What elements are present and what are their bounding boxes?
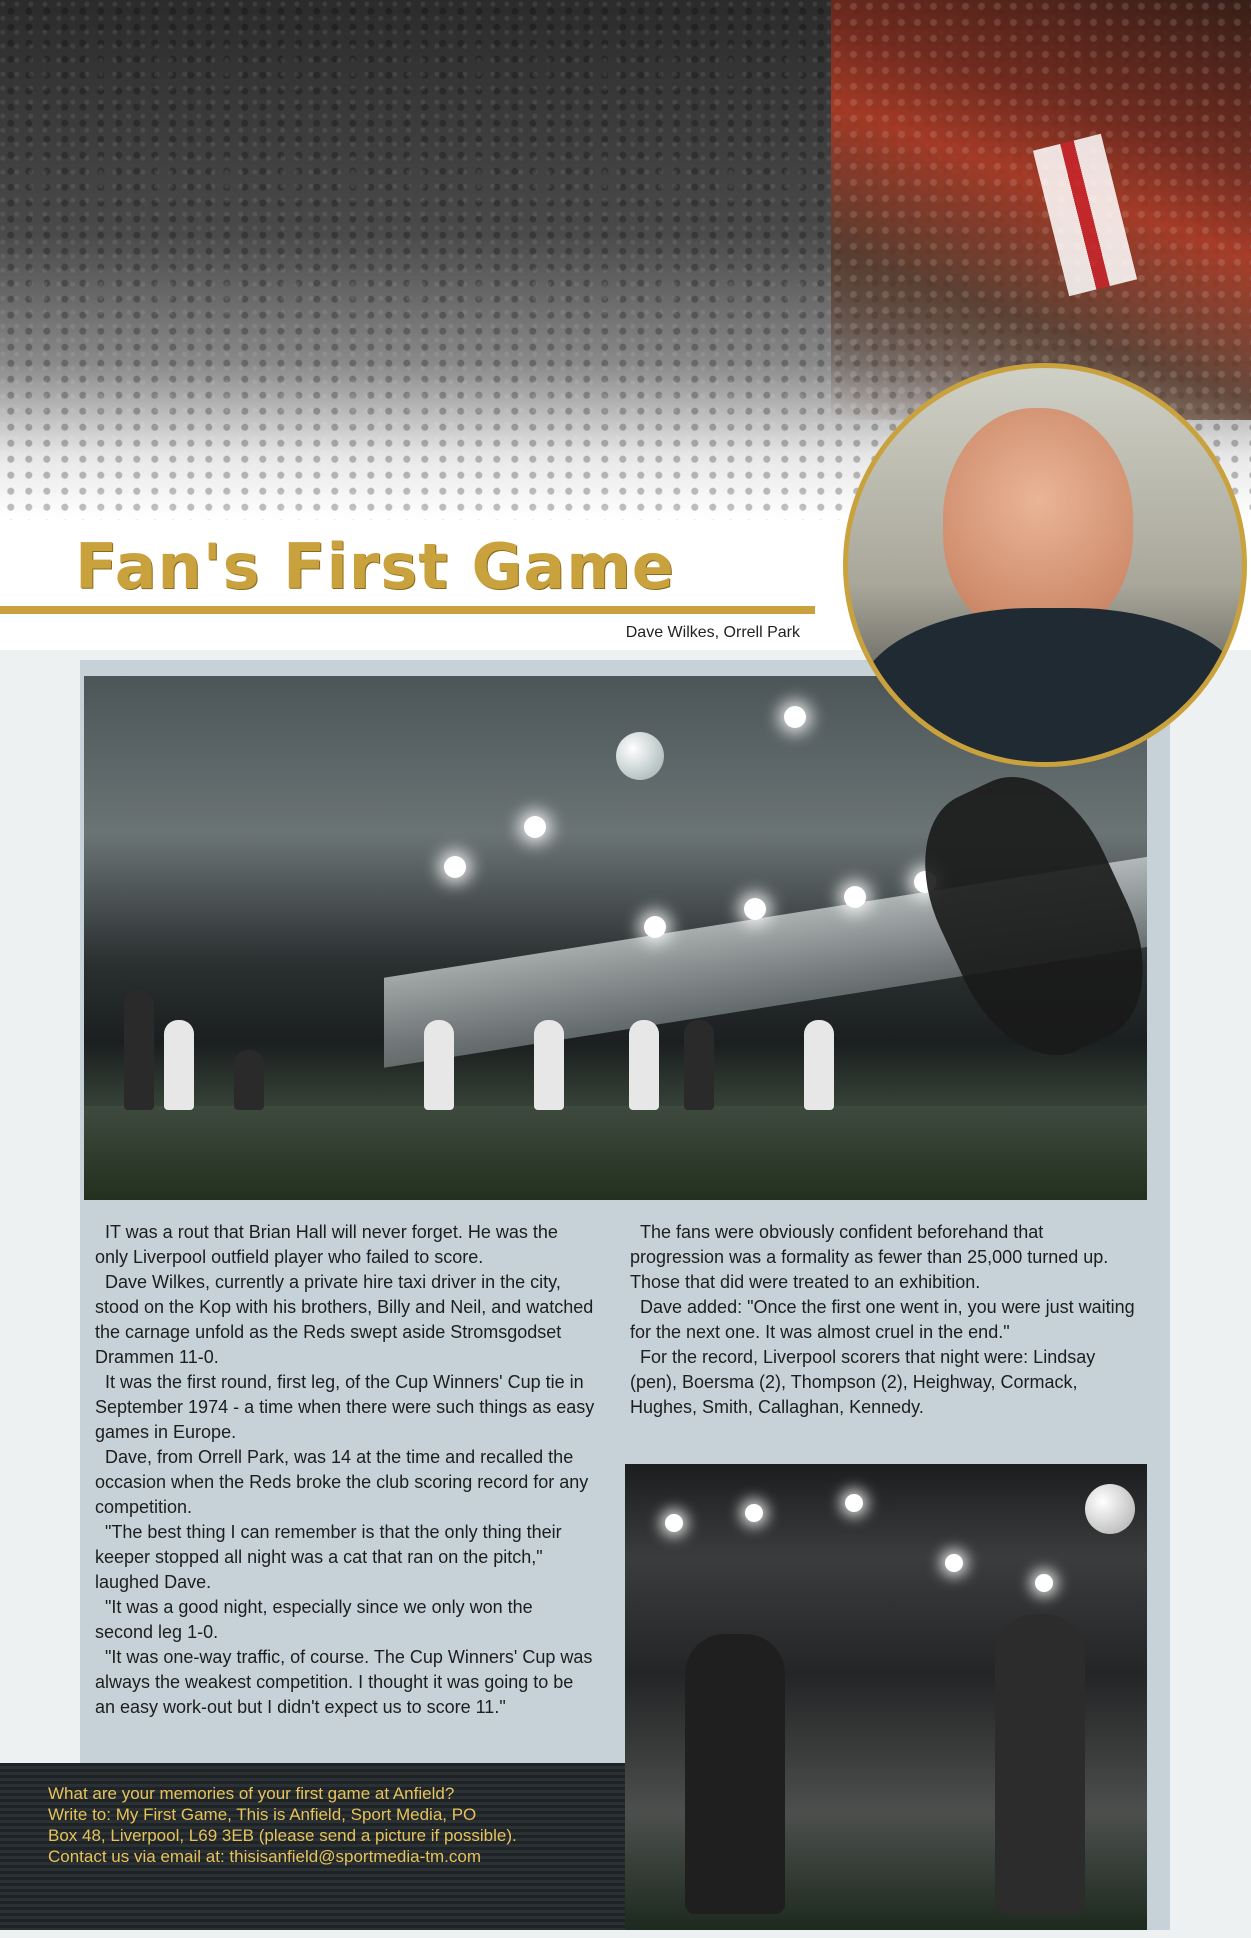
paragraph: Dave, from Orrell Park, was 14 at the time and recalled the occasion when the Reds broke the club scoring record for any competition. (95, 1447, 589, 1517)
floodlight (1035, 1574, 1053, 1592)
floodlight (845, 1494, 863, 1512)
player-figure (804, 1020, 834, 1110)
crowd-scarves-photo (831, 0, 1251, 420)
cta-line: Write to: My First Game, This is Anfield, Sport Media, PO (48, 1805, 477, 1824)
pitch (84, 1106, 1147, 1200)
author-portrait (843, 363, 1247, 767)
floodlight (644, 916, 666, 938)
player-figure (124, 990, 154, 1110)
match-photo-secondary (625, 1464, 1147, 1930)
player-figure (164, 1020, 194, 1110)
floodlight (745, 1504, 763, 1522)
title-rule (0, 606, 815, 614)
floodlight (784, 706, 806, 728)
player-figure (685, 1634, 785, 1914)
player-figure (629, 1020, 659, 1110)
portrait-shirt (858, 608, 1247, 767)
floodlight (744, 898, 766, 920)
paragraph: The fans were obviously confident beforehand that progression was a formality as fewer than 25,000 turned up. Those that did were treated to an exhibition. (630, 1222, 1109, 1292)
football (1085, 1484, 1135, 1534)
paragraph: Dave added: "Once the first one went in, you were just waiting for the next one. It was almost cruel in the end." (630, 1297, 1135, 1342)
floodlight (524, 816, 546, 838)
player-figure (534, 1020, 564, 1110)
player-figure (684, 1020, 714, 1110)
byline: Dave Wilkes, Orrell Park (625, 624, 800, 641)
player-figure (424, 1020, 454, 1110)
paragraph: For the record, Liverpool scorers that night were: Lindsay (pen), Boersma (2), Thompson (2), Heighway, Cormack, Hughes, Smith, Callaghan, Kennedy. (630, 1347, 1096, 1417)
paragraph: IT was a rout that Brian Hall will never forget. He was the only Liverpool outfield player who failed to score. (95, 1222, 558, 1267)
portrait-face (943, 408, 1133, 638)
paragraph: "It was one-way traffic, of course. The Cup Winners' Cup was always the weakest competition. I thought it was going to be an easy work-out but I didn't expect us to score 11." (95, 1647, 593, 1717)
paragraph: "It was a good night, especially since we only won the second leg 1-0. (95, 1597, 533, 1642)
cta-email-line[interactable]: Contact us via email at: thisisanfield@sportmedia-tm.com (48, 1847, 481, 1866)
goalkeeper-figure (995, 1614, 1085, 1914)
cta-line: What are your memories of your first game at Anfield? (48, 1784, 455, 1803)
cta-line: Box 48, Liverpool, L69 3EB (please send a picture if possible). (48, 1826, 517, 1845)
article-column-left (95, 1220, 595, 1720)
floodlight (665, 1514, 683, 1532)
football (616, 732, 664, 780)
floodlight (844, 886, 866, 908)
player-figure (234, 1050, 264, 1110)
paragraph: Dave Wilkes, currently a private hire taxi driver in the city, stood on the Kop with his brothers, Billy and Neil, and watched the carnage unfold as the Reds swept aside Stromsgodset Drammen 11-0. (95, 1272, 594, 1367)
paragraph: "The best thing I can remember is that the only thing their keeper stopped all night was a cat that ran on the pitch," laughed Dave. (95, 1522, 562, 1592)
article-column-right (630, 1220, 1140, 1420)
page-title: Fan's First Game (75, 530, 675, 603)
paragraph: It was the first round, first leg, of the Cup Winners' Cup tie in September 1974 - a time when there were such things as easy games in Europe. (95, 1372, 595, 1442)
reader-submission-box (0, 1763, 625, 1930)
floodlight (444, 856, 466, 878)
floodlight (945, 1554, 963, 1572)
